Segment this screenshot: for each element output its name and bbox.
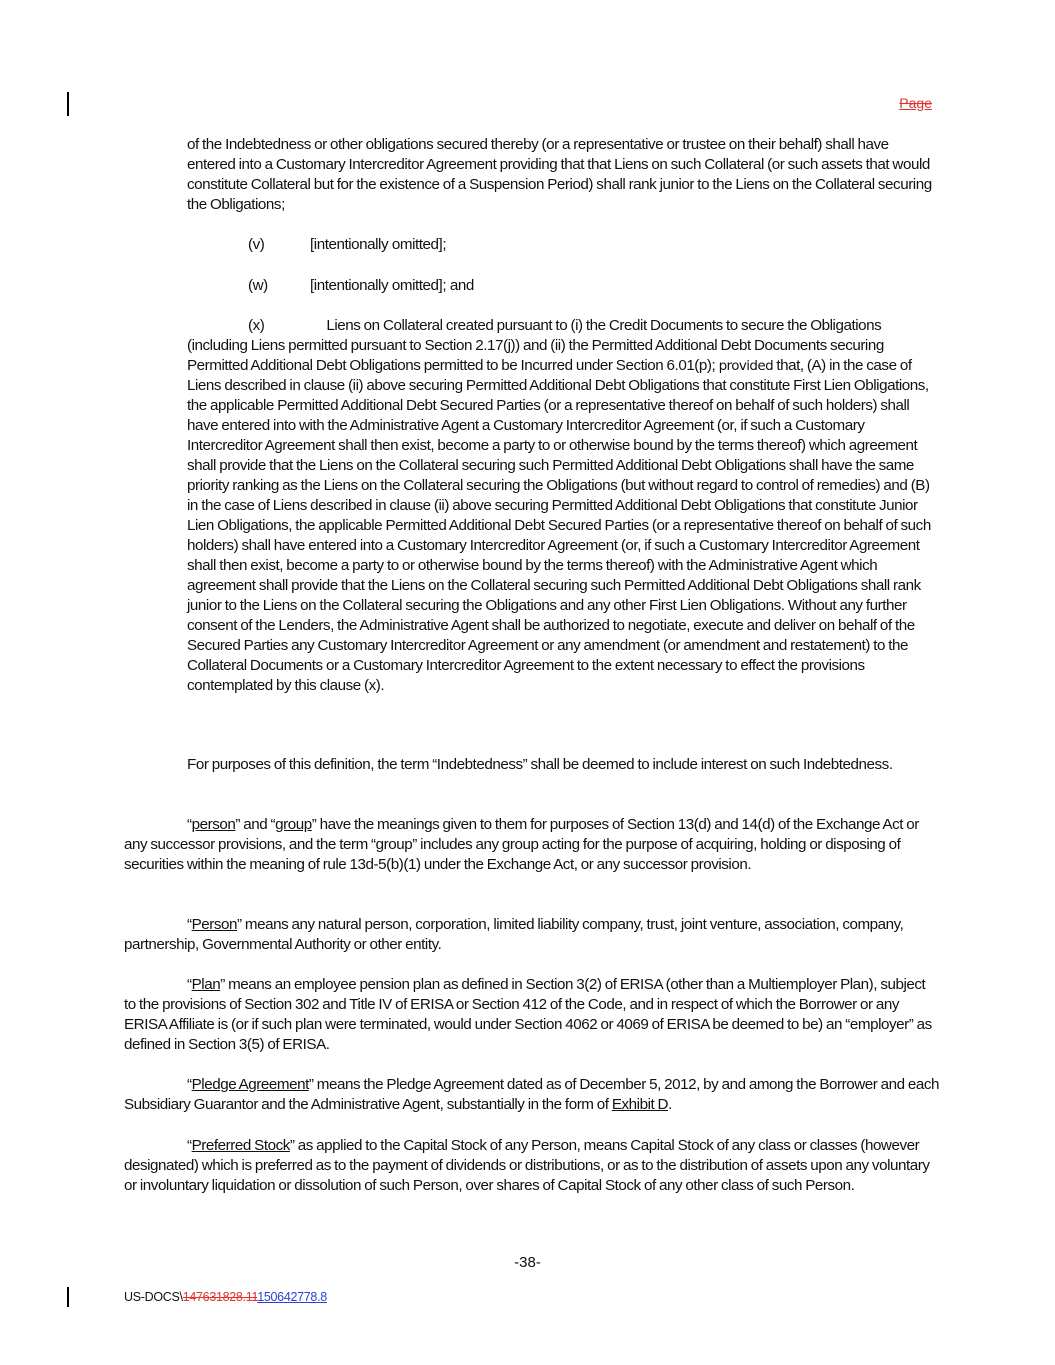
quote: “	[187, 916, 192, 933]
definition-person-group	[124, 815, 939, 875]
page-number: -38-	[514, 1254, 541, 1271]
change-bar-top	[67, 92, 69, 116]
definition-text: ” means any natural person, corporation, limited liability company, trust, joint venture, association, company, partnership, Governmental Authority or other entity.	[124, 916, 904, 953]
list-item-v	[248, 235, 446, 255]
list-item-x	[187, 316, 939, 696]
document-id-footer	[124, 1290, 327, 1304]
defined-term: Person	[191, 916, 238, 933]
definition-pledge-agreement	[124, 1075, 939, 1115]
item-label: (w)	[248, 277, 268, 294]
provided-word: provided	[718, 358, 774, 374]
inserted-doc-id: 150642778.8	[257, 1290, 327, 1304]
continuation-paragraph: of the Indebtedness or other obligations secured thereby (or a representative or trustee on their behalf) shall have entered into a Customary Intercreditor Agreement providing that that Liens on such Collateral (or such assets that would constitute Collateral but for the existence of a Suspension Period) shall rank junior to the Liens on the Collateral securing the Obligations;	[187, 136, 932, 213]
definition-text: ” means an employee pension plan as defined in Section 3(2) of ERISA (other than a Multiemployer Plan), subject to the provisions of Section 302 and Title IV of ERISA or Section 412 of the Code, and in respect of which the Borrower or any ERISA Affiliate is (or if such plan were terminated, would under Section 4062 or 4069 of ERISA be deemed to be) an “employer” as defined in Section 3(5) of ERISA.	[124, 976, 932, 1053]
deleted-doc-id: 147631828.11	[182, 1290, 258, 1304]
definition-text: ” have the meanings given to them for purposes of Section 13(d) and 14(d) of the Exchange Act or any successor provisions, and the term “group” includes any group acting for the purpose of acquiring, holding or disposing of securities within the meaning of rule 13d-5(b)(1) under the Exchange Act, or any successor provision.	[124, 816, 919, 873]
indebtedness-note: For purposes of this definition, the term “Indebtedness” shall be deemed to include interest on such Indebtedness.	[187, 756, 893, 773]
definition-text: ” means the Pledge Agreement dated as of December 5, 2012, by and among the Borrower and each Subsidiary Guarantor and the Administrative Agent, substantially in the form of	[124, 1076, 940, 1113]
definition-person	[124, 915, 939, 955]
definition-plan	[124, 975, 939, 1055]
quote: “	[187, 1076, 192, 1093]
list-item-w	[248, 276, 474, 296]
quote: “	[187, 1137, 192, 1154]
item-text: [intentionally omitted];	[310, 236, 447, 253]
defined-term: Plan	[191, 976, 221, 993]
exhibit-reference: Exhibit D	[611, 1096, 669, 1113]
item-x-text-b: that, (A) in the case of Liens described in clause (ii) above securing Permitted Additional Debt Obligations that constitute First Lien Obligations, the applicable Permitted Additional Debt Secured Parties (or a representative thereof on behalf of such holders) shall have entered into with the Administrative Agent a Customary Intercreditor Agreement (or, if such a Customary Intercreditor Agreement shall then exist, become a party to or otherwise bound by the terms thereof) which agreement shall provide that the Liens on the Collateral securing such Permitted Additional Debt Obligations shall have the same priority ranking as the Liens on the Collateral securing the Obligations (but without regard to control of remedies) and (B) in the case of Liens described in clause (ii) above securing Permitted Additional Debt Obligations that constitute Junior Lien Obligations, the applicable Permitted Additional Debt Secured Parties (or a representative thereof on behalf of such holders) shall have entered into a Customary Intercreditor Agreement (or, if such a Customary Intercreditor Agreement shall then exist, become a party to or otherwise bound by the terms thereof) with the Administrative Agent which agreement shall provide that the Liens on the Collateral securing such Permitted Additional Debt Obligations shall rank junior to the Liens on the Collateral securing the Obligations and any other First Lien Obligations. Without any further consent of the Lenders, the Administrative Agent shall be authorized to negotiate, execute and deliver on behalf of the Secured Parties any Customary Intercreditor Agreement or any amendment (or amendment and restatement) to the Collateral Documents or a Customary Intercreditor Agreement to the extent necessary to effect the provisions contemplated by this clause (x).	[187, 357, 931, 694]
item-text: [intentionally omitted]; and	[310, 277, 474, 294]
defined-term: group	[275, 816, 312, 833]
item-label: (v)	[248, 236, 265, 253]
quote: ” and “	[235, 816, 276, 833]
definition-text: ” as applied to the Capital Stock of any Person, means Capital Stock of any class or classes (however designated) which is preferred as to the payment of dividends or distributions, or as to the distribution of assets upon any voluntary or involuntary liquidation or dissolution of such Person, over shares of Capital Stock of any other class of such Person.	[124, 1137, 930, 1194]
change-bar-bottom	[67, 1287, 69, 1307]
item-label: (x)	[248, 317, 265, 334]
defined-term: person	[191, 816, 236, 833]
doc-prefix: US-DOCS\	[124, 1290, 183, 1304]
defined-term: Pledge Agreement	[191, 1076, 309, 1093]
period: .	[668, 1096, 672, 1113]
definition-preferred-stock	[124, 1136, 939, 1196]
defined-term: Preferred Stock	[191, 1137, 290, 1154]
page-header-deleted: Page	[899, 95, 932, 111]
quote: “	[187, 816, 192, 833]
quote: “	[187, 976, 192, 993]
item-x-text-a: Liens on Collateral created pursuant to (i) the Credit Documents to secure the Obligations (including Liens permitted pursuant to Section 2.17(j)) and (ii) the Permitted Additional Debt Documents securing Permitted Additional Debt Obligations permitted to be Incurred under Section 6.01(p);	[187, 317, 884, 374]
